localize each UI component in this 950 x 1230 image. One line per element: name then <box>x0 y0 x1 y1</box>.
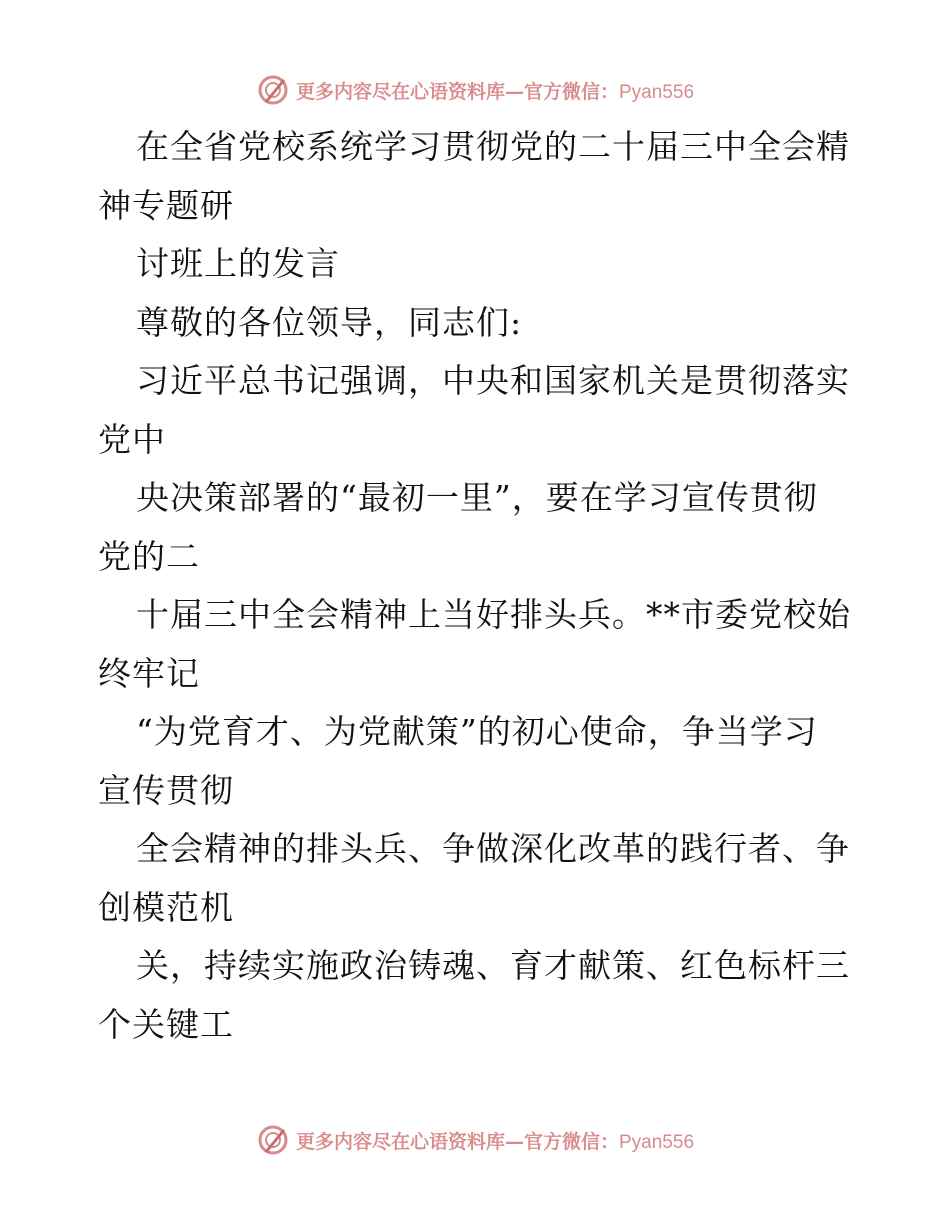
text-line: 个关键工 <box>98 1004 234 1044</box>
quill-logo-icon <box>256 1123 290 1157</box>
watermark-footer <box>0 1120 950 1160</box>
text-line: 创模范机 <box>98 887 234 927</box>
text-line: 关，持续实施政治铸魂、育才献策、红色标杆三 <box>136 946 850 985</box>
text-line: 神专题研 <box>98 185 234 225</box>
text-line: 全会精神的排头兵、争做深化改革的践行者、争 <box>136 829 850 868</box>
text-line: 尊敬的各位领导，同志们: <box>136 302 523 342</box>
text-line: 终牢记 <box>98 653 200 693</box>
watermark-text: 更多内容尽在心语资料库—官方微信：Pyan556 <box>295 1130 695 1153</box>
text-line: 在全省党校系统学习贯彻党的二十届三中全会精 <box>136 127 850 166</box>
text-line: 宣传贯彻 <box>98 770 234 810</box>
text-line: 央决策部署的“最初一里”，要在学习宣传贯彻 <box>136 478 818 517</box>
text-line: 十届三中全会精神上当好排头兵。**市委党校始 <box>136 595 851 634</box>
text-line: 党中 <box>98 419 166 459</box>
watermark-header <box>0 70 950 110</box>
text-line: 讨班上的发言 <box>136 244 340 283</box>
document-body <box>98 118 858 1054</box>
quill-logo-icon <box>256 73 290 107</box>
text-line: 党的二 <box>98 536 200 576</box>
text-line: 习近平总书记强调，中央和国家机关是贯彻落实 <box>136 361 850 400</box>
watermark-text: 更多内容尽在心语资料库—官方微信：Pyan556 <box>295 80 695 103</box>
text-line: “为党育才、为党献策”的初心使命，争当学习 <box>136 712 818 751</box>
